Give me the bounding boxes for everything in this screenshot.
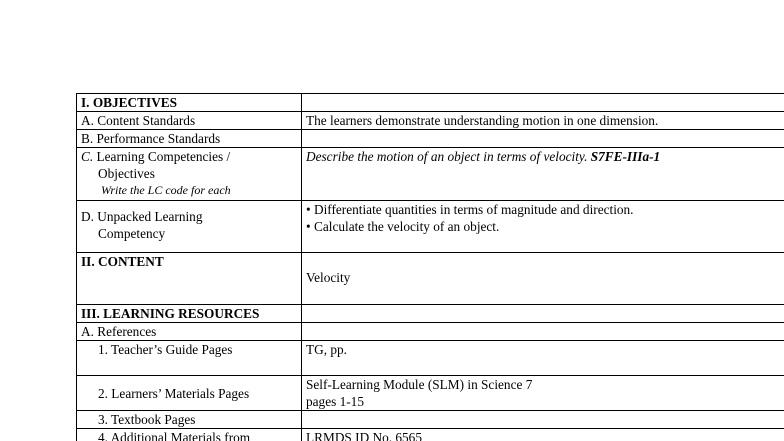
content-standards-label: A. Content Standards	[77, 112, 302, 130]
learners-materials-label-cell	[77, 376, 302, 411]
table-row	[77, 429, 784, 441]
learning-competencies-prefix: C.	[81, 149, 94, 164]
lc-code: S7FE-IIIa-1	[590, 149, 661, 164]
learning-resources-value-cell	[302, 305, 784, 323]
additional-materials-label: 4. Additional Materials from	[98, 430, 251, 441]
table-row	[77, 376, 784, 411]
learners-materials-pages: pages 1-15	[306, 394, 364, 409]
additional-materials-value: LRMDS ID No. 6565	[302, 429, 784, 441]
unpacked-label-line2: Competency	[98, 226, 166, 241]
table-row	[77, 323, 784, 341]
lesson-plan-table	[76, 93, 784, 441]
teachers-guide-label: 1. Teacher’s Guide Pages	[98, 342, 233, 357]
table-row	[77, 148, 784, 201]
additional-materials-label-cell	[77, 429, 302, 441]
learning-competencies-value-cell	[302, 148, 784, 201]
unpacked-bullets-cell	[302, 201, 784, 253]
objectives-value-cell	[302, 94, 784, 112]
table-row	[77, 341, 784, 376]
unpacked-bullet-2: • Calculate the velocity of an object.	[306, 218, 784, 235]
learning-competencies-label-cell	[77, 148, 302, 201]
teachers-guide-value: TG, pp.	[302, 341, 784, 376]
textbook-label: 3. Textbook Pages	[98, 412, 196, 427]
table-row	[77, 253, 784, 305]
table-row	[77, 201, 784, 253]
lc-code-note: Write the LC code for each	[101, 183, 231, 197]
textbook-label-cell	[77, 411, 302, 429]
content-standards-value: The learners demonstrate understanding motion in one dimension.	[302, 112, 784, 130]
objectives-heading: I. OBJECTIVES	[77, 94, 302, 112]
content-heading: II. CONTENT	[77, 253, 302, 305]
teachers-guide-label-cell	[77, 341, 302, 376]
learning-competencies-label-line2: Objectives	[98, 166, 155, 181]
content-value: Velocity	[302, 253, 784, 305]
performance-standards-label: B. Performance Standards	[77, 130, 302, 148]
performance-standards-value-cell	[302, 130, 784, 148]
references-label: A. References	[77, 323, 302, 341]
learning-competencies-value: Describe the motion of an object in terms of velocity.	[306, 149, 588, 164]
unpacked-label: D. Unpacked Learning	[81, 209, 203, 224]
learning-competencies-label: Learning Competencies /	[93, 149, 231, 164]
references-value-cell	[302, 323, 784, 341]
table-row	[77, 130, 784, 148]
table-row	[77, 305, 784, 323]
unpacked-label-cell	[77, 201, 302, 253]
textbook-value-cell	[302, 411, 784, 429]
unpacked-bullet-1: • Differentiate quantities in terms of magnitude and direction.	[306, 201, 784, 218]
table-row	[77, 411, 784, 429]
table-row	[77, 94, 784, 112]
learners-materials-label: 2. Learners’ Materials Pages	[98, 385, 250, 401]
table-row	[77, 112, 784, 130]
learners-materials-value: Self-Learning Module (SLM) in Science 7	[306, 377, 533, 392]
learning-resources-heading: III. LEARNING RESOURCES	[77, 305, 302, 323]
learners-materials-value-cell	[302, 376, 784, 411]
